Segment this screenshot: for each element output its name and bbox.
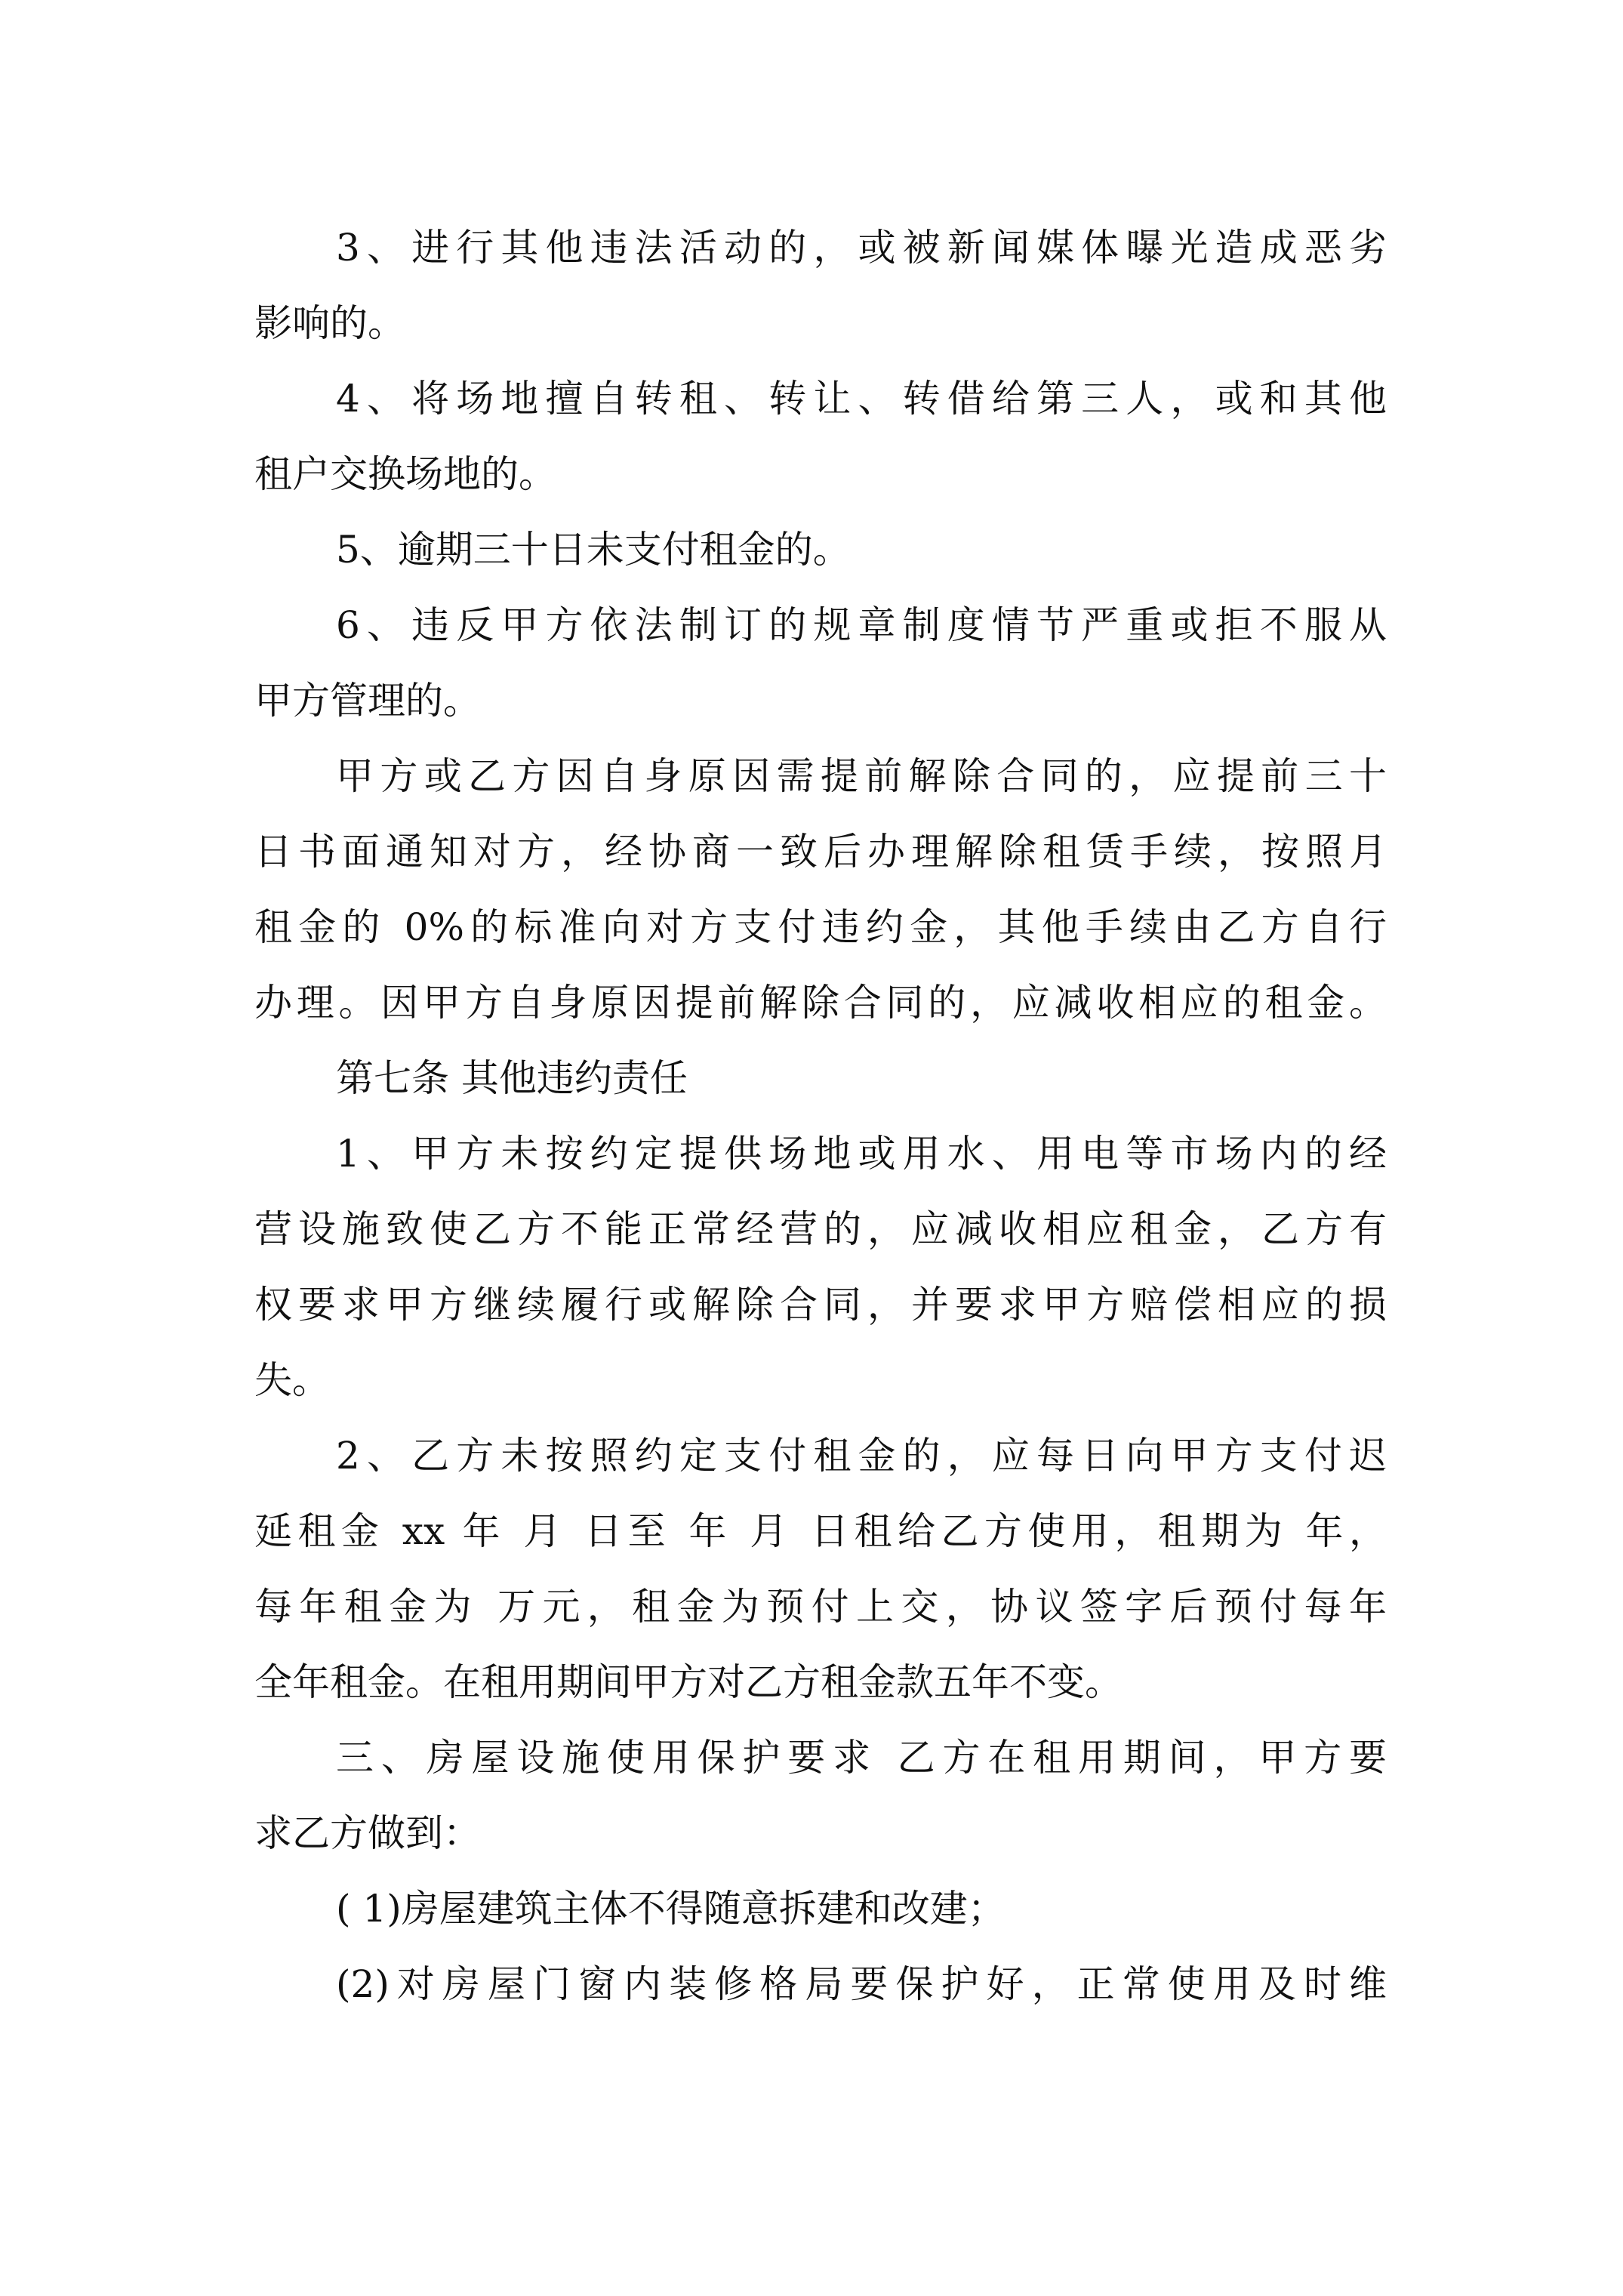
paragraph-line: 租金的 0%的标准向对方支付违约金，其他手续由乙方自行 — [254, 905, 1387, 949]
paragraph-line: 甲方或乙方因自身原因需提前解除合同的，应提前三十 — [336, 754, 1387, 798]
paragraph-line: 3、进行其他违法活动的，或被新闻媒体曝光造成恶劣 — [336, 226, 1387, 270]
paragraph-line: 权要求甲方继续履行或解除合同，并要求甲方赔偿相应的损 — [254, 1283, 1387, 1327]
section-heading: 第七条 其他违约责任 — [336, 1056, 688, 1100]
paragraph-line: 6、违反甲方依法制订的规章制度情节严重或拒不服从 — [336, 603, 1387, 647]
paragraph-line: 租户交换场地的。 — [254, 452, 556, 496]
paragraph-line: 办理。因甲方自身原因提前解除合同的，应减收相应的租金。 — [254, 981, 1387, 1025]
paragraph-line: 1、甲方未按约定提供场地或用水、用电等市场内的经 — [336, 1132, 1387, 1176]
paragraph-line: 甲方管理的。 — [254, 679, 481, 723]
paragraph-line: 求乙方做到： — [254, 1811, 481, 1855]
paragraph-line: 三、房屋设施使用保护要求 乙方在租用期间，甲方要 — [336, 1736, 1387, 1780]
paragraph-line: 5、逾期三十日未支付租金的。 — [336, 528, 851, 572]
paragraph-line: 影响的。 — [254, 301, 405, 345]
list-item: (2)对房屋门窗内装修格局要保护好，正常使用及时维 — [336, 1962, 1387, 2006]
paragraph-line: 日书面通知对方，经协商一致后办理解除租赁手续，按照月 — [254, 830, 1387, 874]
paragraph-line: 4、将场地擅自转租、转让、转借给第三人，或和其他 — [336, 377, 1387, 421]
paragraph-line: 失。 — [254, 1358, 330, 1402]
paragraph-line: 全年租金。在租用期间甲方对乙方租金款五年不变。 — [254, 1660, 1123, 1704]
list-item: ( 1)房屋建筑主体不得随意拆建和改建； — [336, 1887, 1006, 1931]
paragraph-line: 2、乙方未按照约定支付租金的，应每日向甲方支付迟 — [336, 1434, 1387, 1478]
paragraph-line: 每年租金为 万元，租金为预付上交，协议签字后预付每年 — [254, 1585, 1387, 1629]
paragraph-line: 营设施致使乙方不能正常经营的，应减收相应租金，乙方有 — [254, 1207, 1387, 1251]
paragraph-line: 延租金 xx 年 月 日至 年 月 日租给乙方使用，租期为 年， — [254, 1509, 1387, 1553]
